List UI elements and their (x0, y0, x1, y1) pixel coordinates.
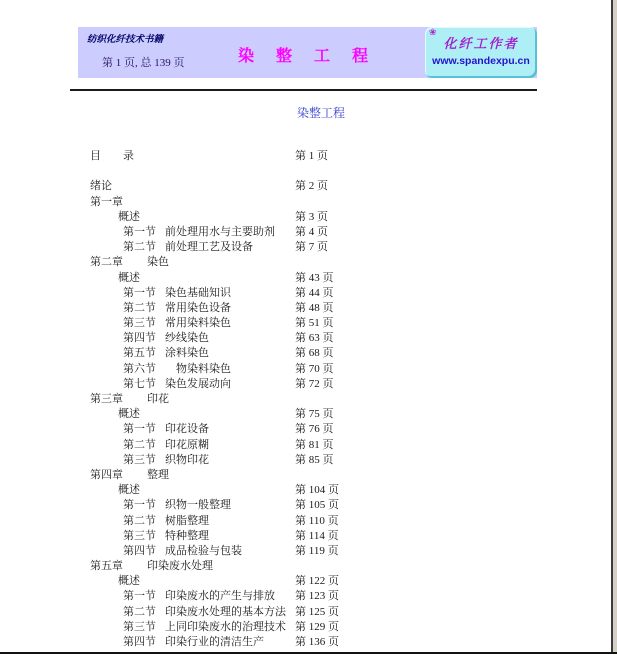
toc-entry-title: 树脂整理 (165, 514, 209, 527)
toc-entry-label (123, 422, 209, 437)
toc-entry-label (123, 301, 231, 316)
toc-entry-page: 第 44 页 (295, 286, 334, 299)
toc-entry-number: 第二节 (123, 514, 156, 527)
toc-entry-label (123, 331, 209, 346)
toc-entry-page: 第 75 页 (295, 408, 334, 421)
toc-entry-label (118, 271, 140, 286)
toc-entry-label (123, 346, 209, 361)
toc-entry-title: 织物一般整理 (165, 499, 231, 512)
site-url-link[interactable]: www.spandexpu.cn (432, 55, 530, 67)
toc-entry-page: 第 7 页 (295, 241, 328, 254)
toc-row (0, 589, 560, 604)
toc-row (0, 179, 560, 194)
toc-entry-label (123, 438, 209, 453)
toc-entry-label (123, 605, 286, 620)
toc-entry-page: 第 85 页 (295, 453, 334, 466)
toc-entry-title: 印染废水的产生与排放 (165, 590, 275, 603)
toc-entry-title: 涂料染色 (165, 347, 209, 360)
toc-entry-page: 第 1 页 (295, 150, 328, 162)
toc-entry-number: 第七节 (123, 377, 156, 390)
toc-spacer (0, 164, 560, 179)
toc-entry-page: 第 72 页 (295, 377, 334, 390)
toc-entry-page: 第 129 页 (295, 620, 339, 633)
toc-entry-page: 第 110 页 (295, 514, 339, 527)
toc-entry-title: 特种整理 (165, 529, 209, 542)
toc-entry-label (123, 240, 253, 255)
toc-row (0, 438, 560, 453)
toc-entry-page: 第 43 页 (295, 271, 334, 284)
toc-entry-label (90, 468, 169, 483)
toc-entry-title: 概述 (118, 271, 140, 284)
toc-entry-label (123, 529, 209, 544)
toc-row (0, 149, 560, 164)
toc-entry-label (90, 149, 134, 164)
toc-entry-title: 概述 (118, 408, 140, 421)
toc-entry-label (90, 179, 112, 194)
toc-row (0, 620, 560, 635)
toc-row (0, 559, 560, 574)
table-of-contents (0, 149, 560, 650)
toc-entry-number: 第三节 (123, 620, 156, 633)
toc-entry-page: 第 68 页 (295, 347, 334, 360)
toc-entry-number: 第二节 (123, 301, 156, 314)
toc-row (0, 514, 560, 529)
toc-entry-title: 印染废水处理的基本方法 (165, 605, 286, 618)
toc-row (0, 498, 560, 513)
toc-entry-title: 印花原糊 (165, 438, 209, 451)
site-badge-button[interactable] (425, 27, 537, 78)
toc-entry-number: 第一节 (123, 499, 156, 512)
toc-entry-page: 第 114 页 (295, 529, 339, 542)
toc-entry-page: 第 51 页 (295, 317, 334, 330)
header-divider (70, 89, 537, 91)
toc-row (0, 316, 560, 331)
toc-row (0, 635, 560, 650)
toc-entry-title: 目 录 (90, 150, 134, 162)
toc-row (0, 407, 560, 422)
toc-entry-number: 第二章 (90, 256, 123, 269)
toc-entry-label (90, 255, 169, 270)
toc-row (0, 574, 560, 589)
toc-entry-page: 第 104 页 (295, 484, 339, 497)
toc-row (0, 271, 560, 286)
toc-entry-number: 第二节 (123, 438, 156, 451)
toc-row (0, 453, 560, 468)
toc-entry-label (123, 316, 231, 331)
toc-entry-number: 第二节 (123, 241, 156, 254)
toc-entry-label (90, 392, 169, 407)
toc-row (0, 255, 560, 270)
toc-entry-number: 第四节 (123, 332, 156, 345)
toc-entry-page: 第 2 页 (295, 180, 328, 193)
toc-entry-title: 绪论 (90, 180, 112, 193)
toc-entry-number: 第五节 (123, 347, 156, 360)
toc-entry-page: 第 76 页 (295, 423, 334, 436)
toc-row (0, 286, 560, 301)
toc-entry-number: 第二节 (123, 605, 156, 618)
toc-row (0, 362, 560, 377)
toc-entry-title: 成品检验与包装 (165, 544, 242, 557)
toc-entry-title: 概述 (118, 484, 140, 497)
toc-entry-label (123, 498, 231, 513)
toc-entry-label (123, 377, 231, 392)
toc-entry-page: 第 70 页 (295, 362, 334, 375)
page-header (78, 27, 537, 78)
toc-entry-label (123, 635, 264, 650)
page-counter: 第 1 页, 总 139 页 (102, 57, 185, 69)
toc-row (0, 544, 560, 559)
book-series-label: 纺织化纤技术书籍 (87, 35, 164, 45)
toc-entry-label (123, 453, 209, 468)
toc-entry-label (118, 407, 140, 422)
toc-row (0, 195, 560, 210)
toc-entry-page: 第 48 页 (295, 301, 334, 314)
toc-entry-page: 第 63 页 (295, 332, 334, 345)
toc-entry-title: 常用染料染色 (165, 317, 231, 330)
toc-entry-number: 第五章 (90, 560, 123, 573)
toc-entry-number: 第一节 (123, 225, 156, 238)
toc-entry-title: 印花设备 (165, 423, 209, 436)
toc-row (0, 225, 560, 240)
toc-entry-title: 印染废水处理 (147, 560, 213, 573)
toc-entry-title: 整理 (147, 468, 169, 481)
window-frame-strip (613, 0, 617, 654)
toc-entry-label (123, 544, 242, 559)
toc-row (0, 301, 560, 316)
toc-entry-label (123, 589, 275, 604)
toc-entry-title: 纱线染色 (165, 332, 209, 345)
toc-entry-title: 染色 (147, 256, 169, 269)
toc-entry-page: 第 3 页 (295, 210, 328, 223)
document-title: 染 整 工 程 (238, 48, 378, 65)
toc-entry-number: 第三节 (123, 317, 156, 330)
toc-entry-title: 印染行业的清洁生产 (165, 636, 264, 648)
toc-entry-title: 前处理工艺及设备 (165, 241, 253, 254)
toc-entry-number: 第三节 (123, 529, 156, 542)
toc-entry-title: 常用染色设备 (165, 301, 231, 314)
flower-icon: ❀ (429, 27, 437, 37)
toc-entry-page: 第 119 页 (295, 544, 339, 557)
toc-entry-title: 上同印染废水的治理技术 (165, 620, 286, 633)
toc-entry-title: 织物印花 (165, 453, 209, 466)
toc-entry-label (118, 210, 140, 225)
toc-row (0, 605, 560, 620)
window-bottom-border (0, 652, 617, 654)
toc-entry-label (123, 286, 231, 301)
toc-row (0, 210, 560, 225)
toc-entry-number: 第四章 (90, 468, 123, 481)
toc-row (0, 468, 560, 483)
toc-row (0, 331, 560, 346)
toc-entry-label (90, 559, 213, 574)
toc-entry-title: 印花 (147, 393, 169, 405)
toc-entry-page: 第 105 页 (295, 499, 339, 512)
toc-entry-number: 第一节 (123, 590, 156, 603)
toc-entry-number: 第三节 (123, 453, 156, 466)
toc-entry-label (123, 514, 209, 529)
toc-heading-link[interactable]: 染整工程 (297, 106, 346, 120)
toc-entry-label (123, 362, 231, 377)
toc-entry-label (118, 483, 140, 498)
toc-entry-page: 第 123 页 (295, 590, 339, 603)
toc-entry-title: 前处理用水与主要助剂 (165, 225, 275, 238)
toc-entry-title: 染色发展动向 (165, 377, 231, 390)
toc-entry-title: 染色基础知识 (165, 286, 231, 299)
toc-entry-page: 第 122 页 (295, 575, 339, 588)
toc-entry-label (90, 195, 123, 210)
toc-row (0, 346, 560, 361)
toc-entry-number: 第一节 (123, 286, 156, 299)
toc-row (0, 240, 560, 255)
toc-entry-page: 第 81 页 (295, 438, 334, 451)
toc-entry-title: 概述 (118, 210, 140, 223)
toc-entry-title: 概述 (118, 575, 140, 588)
toc-row (0, 483, 560, 498)
toc-entry-title: 物染料染色 (165, 362, 231, 375)
toc-row (0, 529, 560, 544)
toc-entry-label (123, 225, 275, 240)
toc-entry-number: 第三章 (90, 393, 123, 405)
toc-entry-page: 第 4 页 (295, 225, 328, 238)
toc-row (0, 377, 560, 392)
toc-entry-number: 第一节 (123, 423, 156, 436)
toc-row (0, 392, 560, 407)
toc-entry-label (118, 574, 140, 589)
toc-entry-number: 第四节 (123, 544, 156, 557)
toc-entry-page: 第 136 页 (295, 636, 339, 648)
toc-entry-title: 第一章 (90, 195, 123, 208)
site-name: 化纤工作者 (443, 36, 519, 51)
toc-entry-number: 第六节 (123, 362, 156, 375)
toc-row (0, 422, 560, 437)
toc-entry-page: 第 125 页 (295, 605, 339, 618)
toc-entry-label (123, 620, 286, 635)
toc-entry-number: 第四节 (123, 636, 156, 648)
